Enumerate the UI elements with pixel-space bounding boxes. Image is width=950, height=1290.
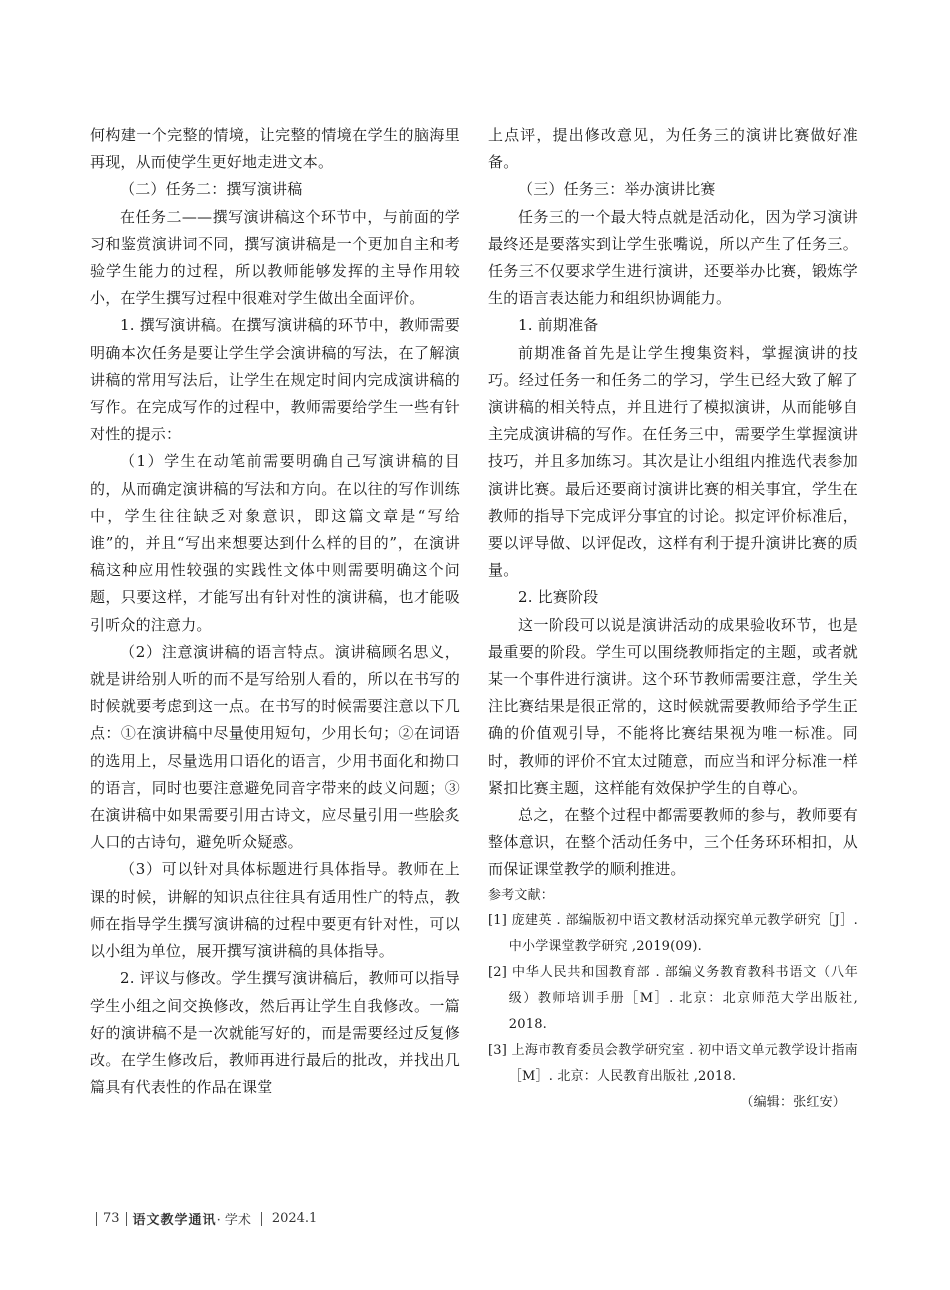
page-number: 73 <box>103 1211 120 1226</box>
editor-credit: （编辑：张红安） <box>740 1094 846 1110</box>
left-column <box>90 122 460 1101</box>
section-name: · 学术 <box>216 1213 251 1228</box>
divider <box>96 1212 97 1226</box>
reference-item: [1] 庞建英 . 部编版初中语文教材活动探究单元教学研究［J］. 中小学课堂教学研究 ,2019(09). <box>488 912 858 954</box>
left-paragraph: 何构建一个完整的情境，让完整的情境在学生的脑海里再现，从而使学生更好地走进文本。 <box>90 126 460 172</box>
right-paragraph: 任务三的一个最大特点就是活动化，因为学习演讲最终还是要落实到让学生张嘴说，所以产生了任务三。任务三不仅要求学生进行演讲，还要举办比赛，锻炼学生的语言表达能力和组织协调能力。 <box>488 207 858 308</box>
reference-item: [2] 中华人民共和国教育部 . 部编义务教育教科书语文（八年级）教师培训手册［M］. 北京：北京师范大学出版社, 2018. <box>488 964 858 1032</box>
right-paragraph: 前期准备首先是让学生搜集资料，掌握演讲的技巧。经过任务一和任务二的学习，学生已经大致了解了演讲稿的相关特点，并且进行了模拟演讲，从而能够自主完成演讲稿的写作。在任务三中，需要学生掌握演讲技巧，并且多加练习。其次是让小组组内推选代表参加演讲比赛。最后还要商讨演讲比赛的相关事宜，学生在教师的指导下完成评分事宜的讨论。拟定评价标准后，要以评导做、以评促改，这样有利于提升演讲比赛的质量。 <box>488 343 858 580</box>
right-paragraph: （三）任务三：举办演讲比赛 <box>518 180 716 199</box>
right-column <box>488 122 858 1116</box>
right-paragraph: 上点评，提出修改意见，为任务三的演讲比赛做好准备。 <box>488 126 858 172</box>
reference-item: [3] 上海市教育委员会教学研究室 . 初中语文单元教学设计指南［M］. 北京：人民教育出版社 ,2018. <box>488 1042 858 1084</box>
divider <box>261 1212 262 1226</box>
left-paragraph: （2）注意演讲稿的语言特点。演讲稿顾名思义，就是讲给别人听的而不是写给别人看的，所以在书写的时候就要考虑到这一点。在书写的时候需要注意以下几点：①在演讲稿中尽量使用短句，少用长句；②在词语的选用上，尽量选用口语化的语言，少用书面化和拗口的语言，同时也要注意避免同音字带来的歧义问题；③在演讲稿中如果需要引用古诗文，应尽量引用一些脍炙人口的古诗句，避免听众疑惑。 <box>90 642 460 852</box>
references-heading: 参考文献： <box>488 887 555 903</box>
left-paragraph: （二）任务二：撰写演讲稿 <box>120 180 303 199</box>
issue-number: 2024.1 <box>271 1211 318 1226</box>
divider <box>126 1212 127 1226</box>
right-paragraph: 1. 前期准备 <box>518 316 599 335</box>
right-body <box>488 122 858 884</box>
left-paragraph: （1）学生在动笔前需要明确自己写演讲稿的目的，从而确定演讲稿的写法和方向。在以往的写作训练中，学生往往缺乏对象意识，即这篇文章是“写给谁”的，并且“写出来想要达到什么样的目的”，在演讲稿这种应用性较强的实践性文体中则需要明确这个问题，只要这样，才能写出有针对性的演讲稿，也才能吸引听众的注意力。 <box>90 452 460 634</box>
page-footer <box>90 1209 317 1228</box>
left-paragraph: 2. 评议与修改。学生撰写演讲稿后，教师可以指导学生小组之间交换修改，然后再让学生自我修改。一篇好的演讲稿不是一次就能写好的，而是需要经过反复修改。在学生修改后，教师再进行最后的批改，并找出几篇具有代表性的作品在课堂 <box>90 969 460 1097</box>
left-paragraph: 在任务二——撰写演讲稿这个环节中，与前面的学习和鉴赏演讲词不同，撰写演讲稿是一个更加自主和考验学生能力的过程，所以教师能够发挥的主导作用较小，在学生撰写过程中很难对学生做出全面评价。 <box>90 207 460 308</box>
references-list <box>488 908 858 1090</box>
left-paragraph: 1. 撰写演讲稿。在撰写演讲稿的环节中，教师需要明确本次任务是要让学生学会演讲稿的写法，在了解演讲稿的常用写法后，让学生在规定时间内完成演讲稿的写作。在完成写作的过程中，教师需要给学生一些有针对性的提示： <box>90 316 460 444</box>
right-paragraph: 2. 比赛阶段 <box>518 588 599 607</box>
journal-name: 语文教学通讯 <box>132 1213 217 1228</box>
right-paragraph: 这一阶段可以说是演讲活动的成果验收环节，也是最重要的阶段。学生可以围绕教师指定的主题，或者就某一个事件进行演讲。这个环节教师需要注意，学生关注比赛结果是很正常的，这时候就需要教师给予学生正确的价值观引导，不能将比赛结果视为唯一标准。同时，教师的评价不宜太过随意，而应当和评分标准一样紧扣比赛主题，这样能有效保护学生的自尊心。 <box>488 615 858 797</box>
left-paragraph: （3）可以针对具体标题进行具体指导。教师在上课的时候，讲解的知识点往往具有适用性广的特点，教师在指导学生撰写演讲稿的过程中要更有针对性，可以以小组为单位，展开撰写演讲稿的具体指导。 <box>90 860 460 961</box>
right-paragraph: 总之，在整个过程中都需要教师的参与，教师要有整体意识，在整个活动任务中，三个任务环环相扣，从而保证课堂教学的顺利推进。 <box>488 806 858 879</box>
